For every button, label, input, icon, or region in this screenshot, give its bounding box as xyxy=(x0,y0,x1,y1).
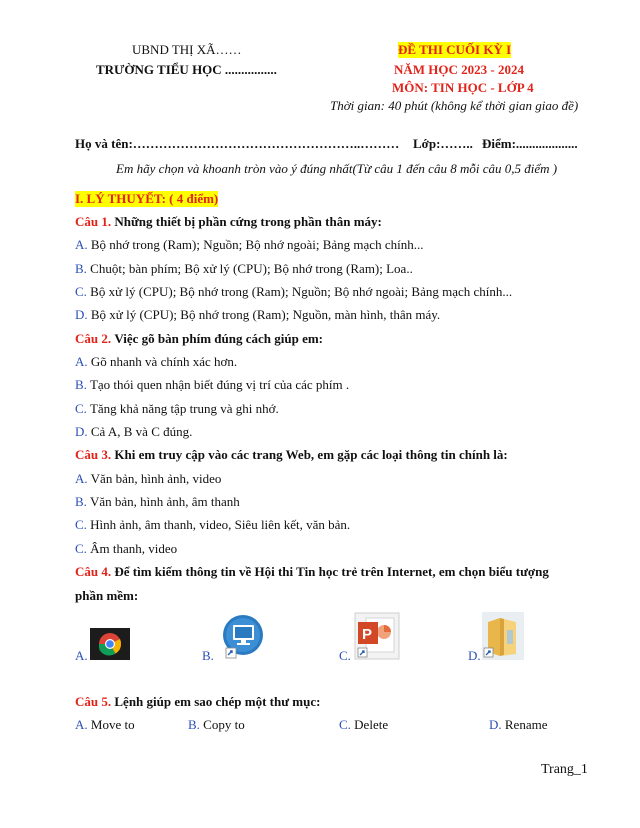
option-letter: C. xyxy=(339,717,351,732)
option-text: Tạo thói quen nhận biết đúng vị trí của các phím . xyxy=(89,377,350,392)
option-letter: B. xyxy=(75,377,87,392)
class-field: Lớp:…….. xyxy=(413,136,473,151)
option-text: Gõ nhanh và chính xác hơn. xyxy=(90,354,238,369)
option xyxy=(75,284,512,300)
option-letter: A. xyxy=(75,717,88,732)
option-letter: A. xyxy=(75,237,88,252)
powerpoint-icon xyxy=(354,612,400,660)
student-name-field: Họ và tên:……………………………………………..……… xyxy=(75,136,400,151)
option-letter: D. xyxy=(489,717,502,732)
svg-text:P: P xyxy=(362,626,373,643)
option-text: Bộ nhớ trong (Ram); Nguồn; Bộ nhớ ngoài; Bảng mạch chính... xyxy=(90,237,424,252)
score-field: Điểm:................... xyxy=(482,136,578,151)
question-text: Việc gõ bàn phím đúng cách giúp em: xyxy=(114,331,324,346)
option-text: Văn bản, hình ảnh, video xyxy=(90,471,222,486)
question-3 xyxy=(75,447,508,463)
option xyxy=(188,717,245,733)
subject: MÔN: TIN HỌC - LỚP 4 xyxy=(392,80,534,95)
folder-icon xyxy=(482,612,524,660)
chrome-icon xyxy=(90,628,130,660)
option xyxy=(75,717,135,733)
question-text: Để tìm kiếm thông tin về Hội thi Tin học trẻ trên Internet, em chọn biểu tượng xyxy=(114,564,549,579)
page-number: Trang_1 xyxy=(541,762,588,777)
option-letter: A. xyxy=(75,471,88,486)
option-text: Copy to xyxy=(203,717,245,732)
option xyxy=(75,377,349,393)
question-1 xyxy=(75,214,382,230)
school-label: TRƯỜNG TIỂU HỌC ................ xyxy=(96,62,277,77)
option xyxy=(489,717,547,733)
option-letter: A. xyxy=(75,648,88,663)
question-label: Câu 2. xyxy=(75,331,112,346)
instruction: Em hãy chọn và khoanh tròn vào ý đúng nhất(Từ câu 1 đến câu 8 mỗi câu 0,5 điểm ) xyxy=(116,161,558,176)
option-letter: C. xyxy=(339,648,351,663)
question-label: Câu 3. xyxy=(75,447,112,462)
option-text: Move to xyxy=(90,717,135,732)
section-title: I. LÝ THUYẾT: ( 4 điểm) xyxy=(75,191,219,206)
option-text: Tăng khả năng tập trung và ghi nhớ. xyxy=(89,401,279,416)
option-text: Chuột; bàn phím; Bộ xử lý (CPU); Bộ nhớ trong (Ram); Loa.. xyxy=(90,261,413,276)
option xyxy=(75,471,221,487)
question-label: Câu 4. xyxy=(75,564,112,579)
option xyxy=(75,424,192,440)
question-label: Câu 5. xyxy=(75,694,112,709)
question-text: Khi em truy cập vào các trang Web, em gặp các loại thông tin chính là: xyxy=(114,447,508,462)
option xyxy=(75,307,440,323)
option-letter: A. xyxy=(75,354,88,369)
option-letter: C. xyxy=(75,401,87,416)
option-letter: B. xyxy=(188,717,200,732)
option-text: Delete xyxy=(354,717,389,732)
question-label: Câu 1. xyxy=(75,214,112,229)
option xyxy=(75,541,177,557)
option-text: Bộ xử lý (CPU); Bộ nhớ trong (Ram); Nguồn; Bộ nhớ ngoài; Bảng mạch chính... xyxy=(90,284,513,299)
option-text: Hình ảnh, âm thanh, video, Siêu liên kết, văn bản. xyxy=(90,517,351,532)
option xyxy=(75,401,279,417)
district-label: UBND THỊ XÃ…… xyxy=(132,42,242,57)
option xyxy=(75,237,423,253)
question-2 xyxy=(75,331,323,347)
option-letter: B. xyxy=(75,261,87,276)
option-text: Âm thanh, video xyxy=(90,541,178,556)
option xyxy=(75,261,413,277)
question-text-continued: phần mềm: xyxy=(75,588,139,603)
option-text: Văn bản, hình ảnh, âm thanh xyxy=(89,494,240,509)
option-letter: C. xyxy=(75,284,87,299)
question-4 xyxy=(75,564,549,580)
option-text: Rename xyxy=(504,717,548,732)
option-text: Bộ xử lý (CPU); Bộ nhớ trong (Ram); Nguồn, màn hình, thân máy. xyxy=(90,307,441,322)
option-letter: B. xyxy=(202,648,214,663)
option xyxy=(75,494,240,510)
question-text: Lệnh giúp em sao chép một thư mục: xyxy=(114,694,321,709)
question-5 xyxy=(75,694,320,710)
school-year: NĂM HỌC 2023 - 2024 xyxy=(394,62,524,77)
this-pc-icon xyxy=(218,614,264,660)
option-letter: C. xyxy=(75,541,87,556)
option xyxy=(75,517,350,533)
option-letter: C. xyxy=(75,517,87,532)
exam-title: ĐỀ THI CUỐI KỲ I xyxy=(398,42,512,57)
option-letter: B. xyxy=(75,494,87,509)
option-letter: D. xyxy=(75,424,88,439)
option-text: Cả A, B và C đúng. xyxy=(90,424,193,439)
option xyxy=(339,717,388,733)
question-text: Những thiết bị phần cứng trong phần thân máy: xyxy=(114,214,382,229)
option-letter: D. xyxy=(468,648,481,663)
option xyxy=(75,354,237,370)
time-note: Thời gian: 40 phút (không kể thời gian giao đề) xyxy=(330,98,579,113)
option-letter: D. xyxy=(75,307,88,322)
